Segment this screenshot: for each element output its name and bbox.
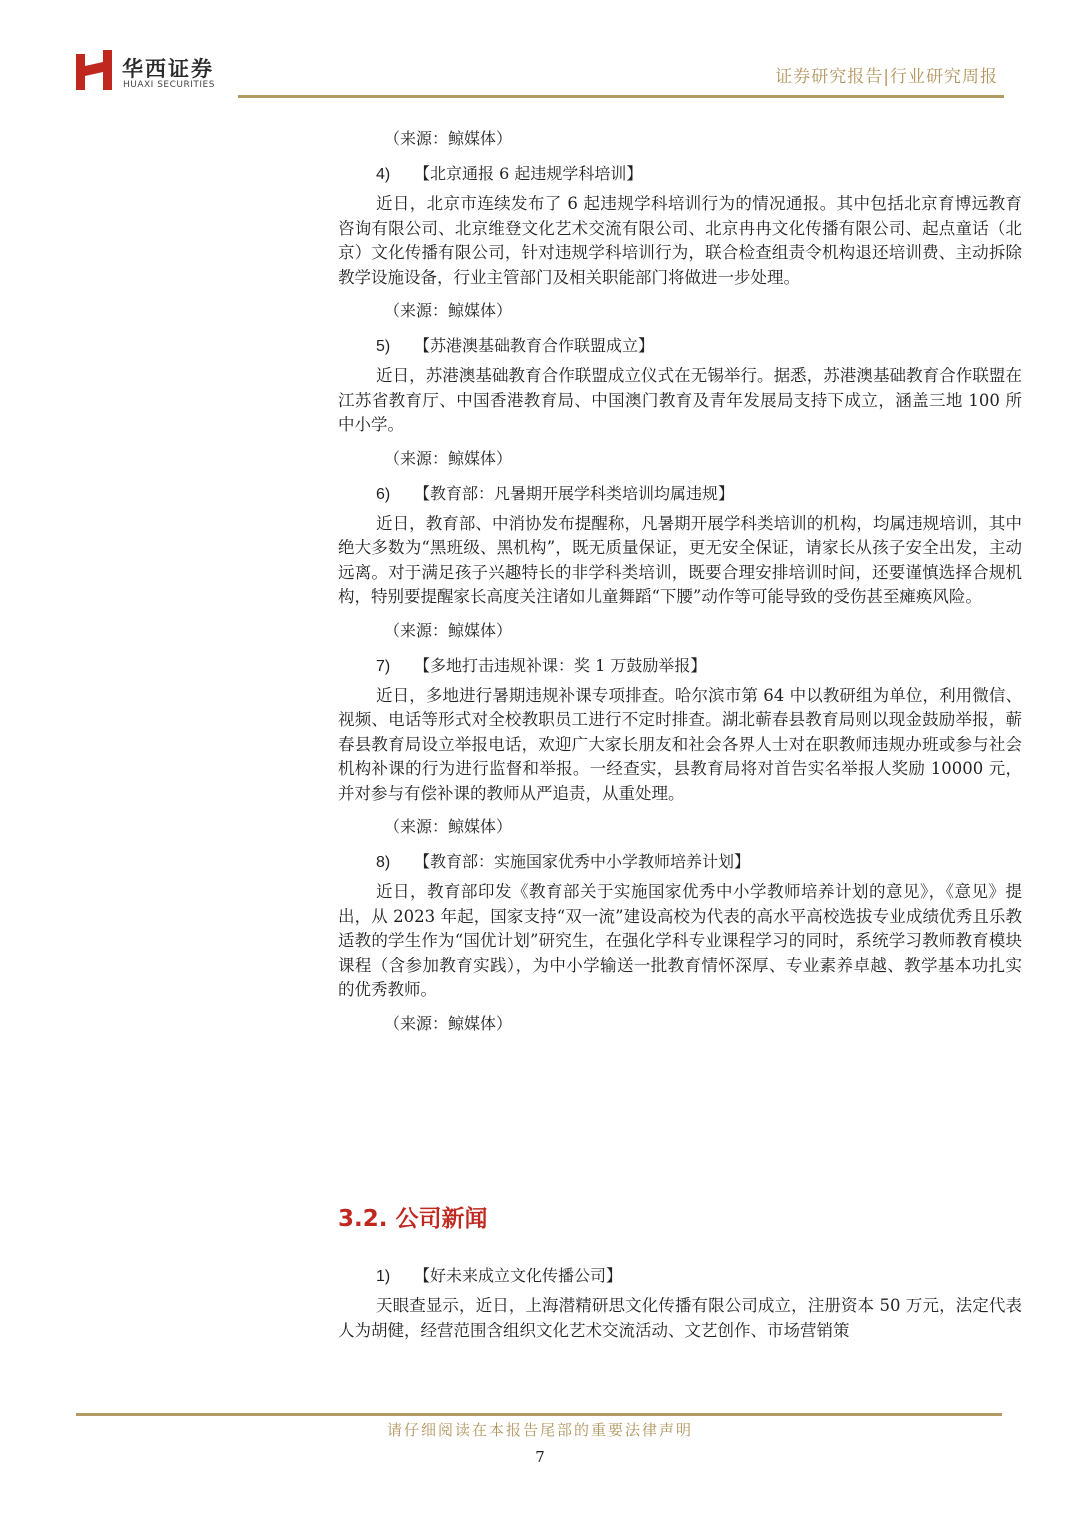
news-item-paragraph: 近日，多地进行暑期违规补课专项排查。哈尔滨市第 64 中以教研组为单位，利用微信、视频、电话等形式对全校教职员工进行不定时排查。湖北蕲春县教育局则以现金鼓励举报，蕲春县教育局设立举报电话，欢迎广大家长朋友和社会各界人士对在职教师违规办班或参与社会机构补课的行为进行监督和举报。一经查实，县教育局将对首告实名举报人奖励 10000 元，并对参与有偿补课的教师从严追责，从重处理。 <box>338 685 1022 803</box>
news-item-number: 8) <box>376 854 391 871</box>
news-item <box>338 844 1022 1041</box>
report-type: 证券研究报告|行业研究周报 <box>775 67 998 87</box>
brand-name: 华西证券 <box>122 57 214 81</box>
news-item-paragraph: 近日，北京市连续发布了 6 起违规学科培训行为的情况通报。其中包括北京育博远教育咨询有限公司、北京维登文化艺术交流有限公司、北京冉冉文化传播有限公司、起点童话（北京）文化传播有限公司，针对违规学科培训行为，联合检查组责令机构退还培训费、主动拆除教学设施设备，行业主管部门及相关职能部门将做进一步处理。 <box>338 194 1022 287</box>
news-item-heading: 【教育部：实施国家优秀中小学教师培养计划】 <box>414 852 751 871</box>
news-item-number: 6) <box>376 485 391 503</box>
news-source: （来源：鲸媒体） <box>384 817 513 836</box>
news-list <box>338 122 1022 1041</box>
news-source: （来源：鲸媒体） <box>384 448 513 468</box>
news-source: （来源：鲸媒体） <box>384 1013 513 1033</box>
news-item-paragraph: 近日，教育部、中消协发布提醒称，凡暑期开展学科类培训的机构，均属违规培训，其中绝大多数为“黑班级、黑机构”，既无质量保证，更无安全保证，请家长从孩子安全出发，主动远离。对于满足孩子兴趣特长的非学科类培训，既要合理安排培训时间，还要谨慎选择合规机构，特别要提醒家长高度关注诸如儿童舞蹈“下腰”动作等可能导致的受伤甚至瘫痪风险。 <box>338 513 1022 606</box>
news-item <box>338 328 1022 476</box>
news-item-heading: 【北京通报 6 起违规学科培训】 <box>414 164 643 183</box>
news-item-number: 7) <box>376 657 391 675</box>
news-item-title <box>338 476 1022 512</box>
news-item-title <box>338 1258 1022 1294</box>
news-item-paragraph: 近日，苏港澳基础教育合作联盟成立仪式在无锡举行。据悉，苏港澳基础教育合作联盟在江苏省教育厅、中国香港教育局、中国澳门教育及青年发展局支持下成立，涵盖三地 100 所中小学。 <box>338 366 1022 434</box>
news-item-paragraph: 天眼查显示，近日，上海潜精研思文化传播有限公司成立，注册资本 50 万元，法定代表人为胡健，经营范围含组织文化艺术交流活动、文艺创作、市场营销策 <box>338 1296 1022 1340</box>
news-item-title <box>338 328 1022 364</box>
page-header <box>0 0 1080 100</box>
section-heading: 3.2. 公司新闻 <box>338 1206 488 1232</box>
news-item-heading: 【苏港澳基础教育合作联盟成立】 <box>414 336 655 355</box>
news-item-heading: 【好未来成立文化传播公司】 <box>414 1266 623 1285</box>
news-item <box>338 1258 1022 1343</box>
brand-name-en: HUAXI SECURITIES <box>123 80 215 90</box>
news-item <box>338 476 1022 648</box>
news-item-title <box>338 648 1022 684</box>
news-source: （来源：鲸媒体） <box>384 301 513 320</box>
news-item-number: 5) <box>376 338 391 355</box>
news-item-heading: 【教育部：凡暑期开展学科类培训均属违规】 <box>414 483 735 503</box>
news-item-title <box>338 156 1022 192</box>
news-item-number: 4) <box>376 166 391 183</box>
huaxi-logo-icon <box>76 50 112 90</box>
footer-divider <box>76 1413 1002 1416</box>
company-news-list <box>338 1258 1022 1347</box>
news-item-heading: 【多地打击违规补课：奖 1 万鼓励举报】 <box>414 655 707 675</box>
page-number: 7 <box>535 1448 545 1466</box>
news-item-paragraph: 近日，教育部印发《教育部关于实施国家优秀中小学教师培养计划的意见》，《意见》提出，从 2023 年起，国家支持“双一流”建设高校为代表的高水平高校选拔专业成绩优秀且乐教适教的学生作为“国优计划”研究生，在强化学科专业课程学习的同时，系统学习教师教育模块课程（含参加教育实践），为中小学输送一批教育情怀深厚、专业素养卓越、教学基本功扎实的优秀教师。 <box>338 882 1022 999</box>
news-item <box>338 648 1022 845</box>
legal-disclaimer: 请仔细阅读在本报告尾部的重要法律声明 <box>386 1421 693 1439</box>
news-item-number: 1) <box>376 1268 391 1285</box>
header-divider <box>238 95 1004 98</box>
news-item <box>338 156 1022 328</box>
news-source: （来源：鲸媒体） <box>384 129 513 148</box>
news-item-title <box>338 844 1022 880</box>
news-source: （来源：鲸媒体） <box>384 620 513 640</box>
